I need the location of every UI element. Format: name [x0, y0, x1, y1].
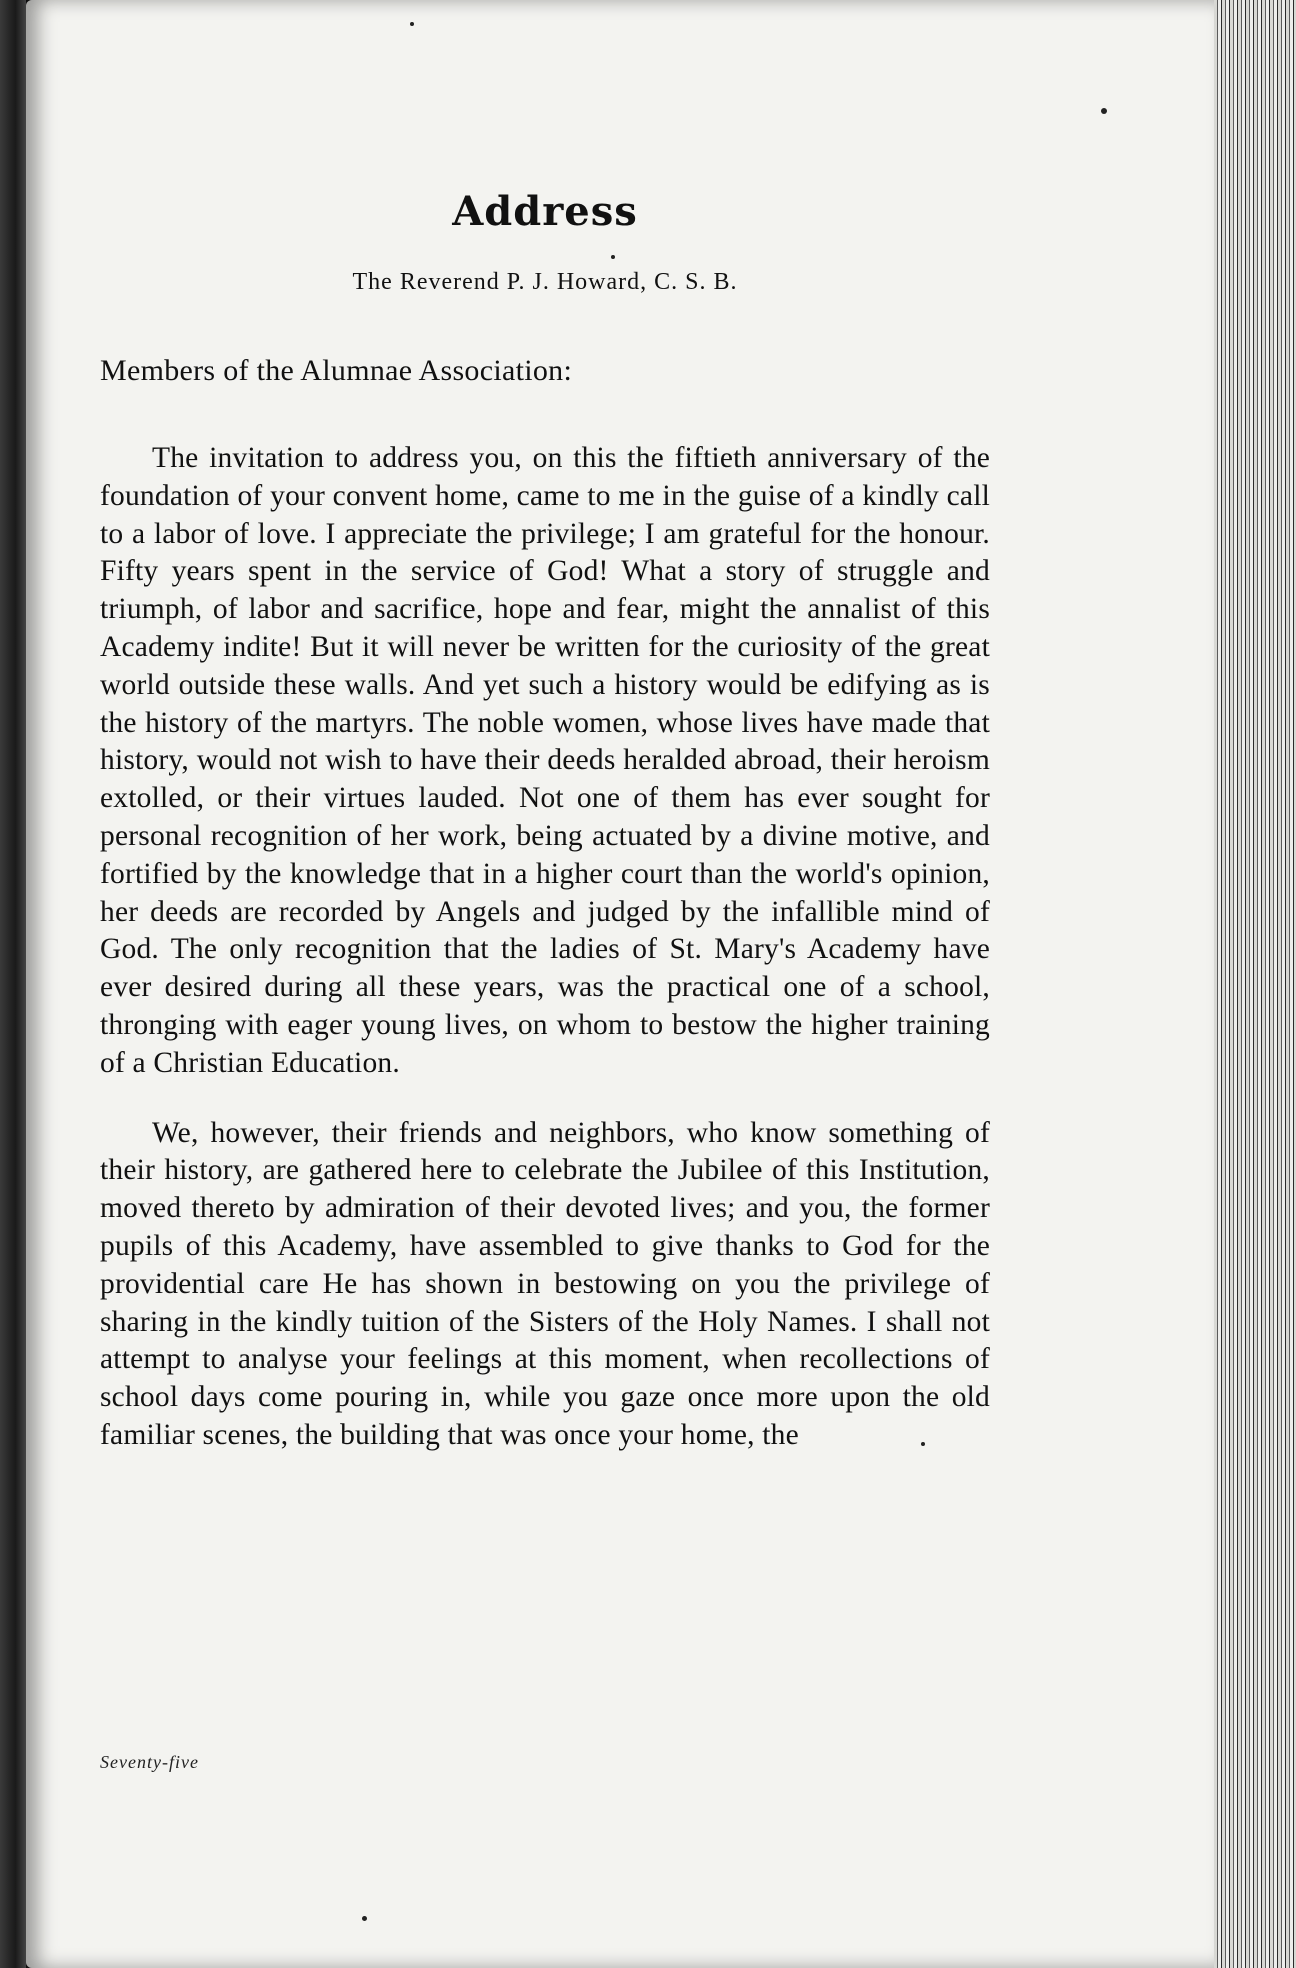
page-title: Address: [452, 188, 638, 235]
paragraph-1: The invitation to address you, on this the fiftieth anniversary of the foundation of your convent home, came to me in the guise of a kindly call to a labor of love. I appreciate the privilege; I am grateful for the honour. Fifty years spent in the service of God! What a story of struggle and triumph, of labor and sacrifice, hope and fear, might the annalist of this Academy indite! But it will never be written for the curiosity of the great world outside these walls. And yet such a history would be edifying as is the history of the martyrs. The noble women, whose lives have made that history, would not wish to have their deeds heralded abroad, their heroism extolled, or their virtues lauded. Not one of them has ever sought for personal recognition of her work, being actuated by a divine motive, and fortified by the knowledge that in a higher court than the world's opinion, her deeds are recorded by Angels and judged by the infallible mind of God. The only recognition that the ladies of St. Mary's Academy have ever desired during all these years, was the practical one of a school, thronging with eager young lives, on whom to bestow the higher training of a Christian Education.: [100, 442, 990, 1079]
page-number: Seventy-five: [100, 1752, 199, 1772]
ink-speck: [1101, 108, 1107, 114]
salutation: Members of the Alumnae Association:: [100, 354, 573, 387]
book-binding: [0, 0, 26, 1968]
author-byline: The Reverend P. J. Howard, C. S. B.: [352, 269, 738, 295]
ink-speck: [410, 22, 414, 26]
document-body: [100, 188, 990, 1455]
ink-speck: [362, 1916, 367, 1921]
paragraph-2: We, however, their friends and neighbors, who know something of their history, are gathered here to celebrate the Jubilee of this Institution, moved thereto by admiration of their devoted lives; and you, the former pupils of this Academy, have assembled to give thanks to God for the providential care He has shown in bestowing on you the privilege of sharing in the kindly tuition of the Sisters of the Holy Names. I shall not attempt to analyse your feelings at this moment, when recollections of school days come pouring in, while you gaze once more upon the old familiar scenes, the building that was once your home, the: [100, 1116, 990, 1451]
page-edges: [1214, 0, 1296, 1968]
